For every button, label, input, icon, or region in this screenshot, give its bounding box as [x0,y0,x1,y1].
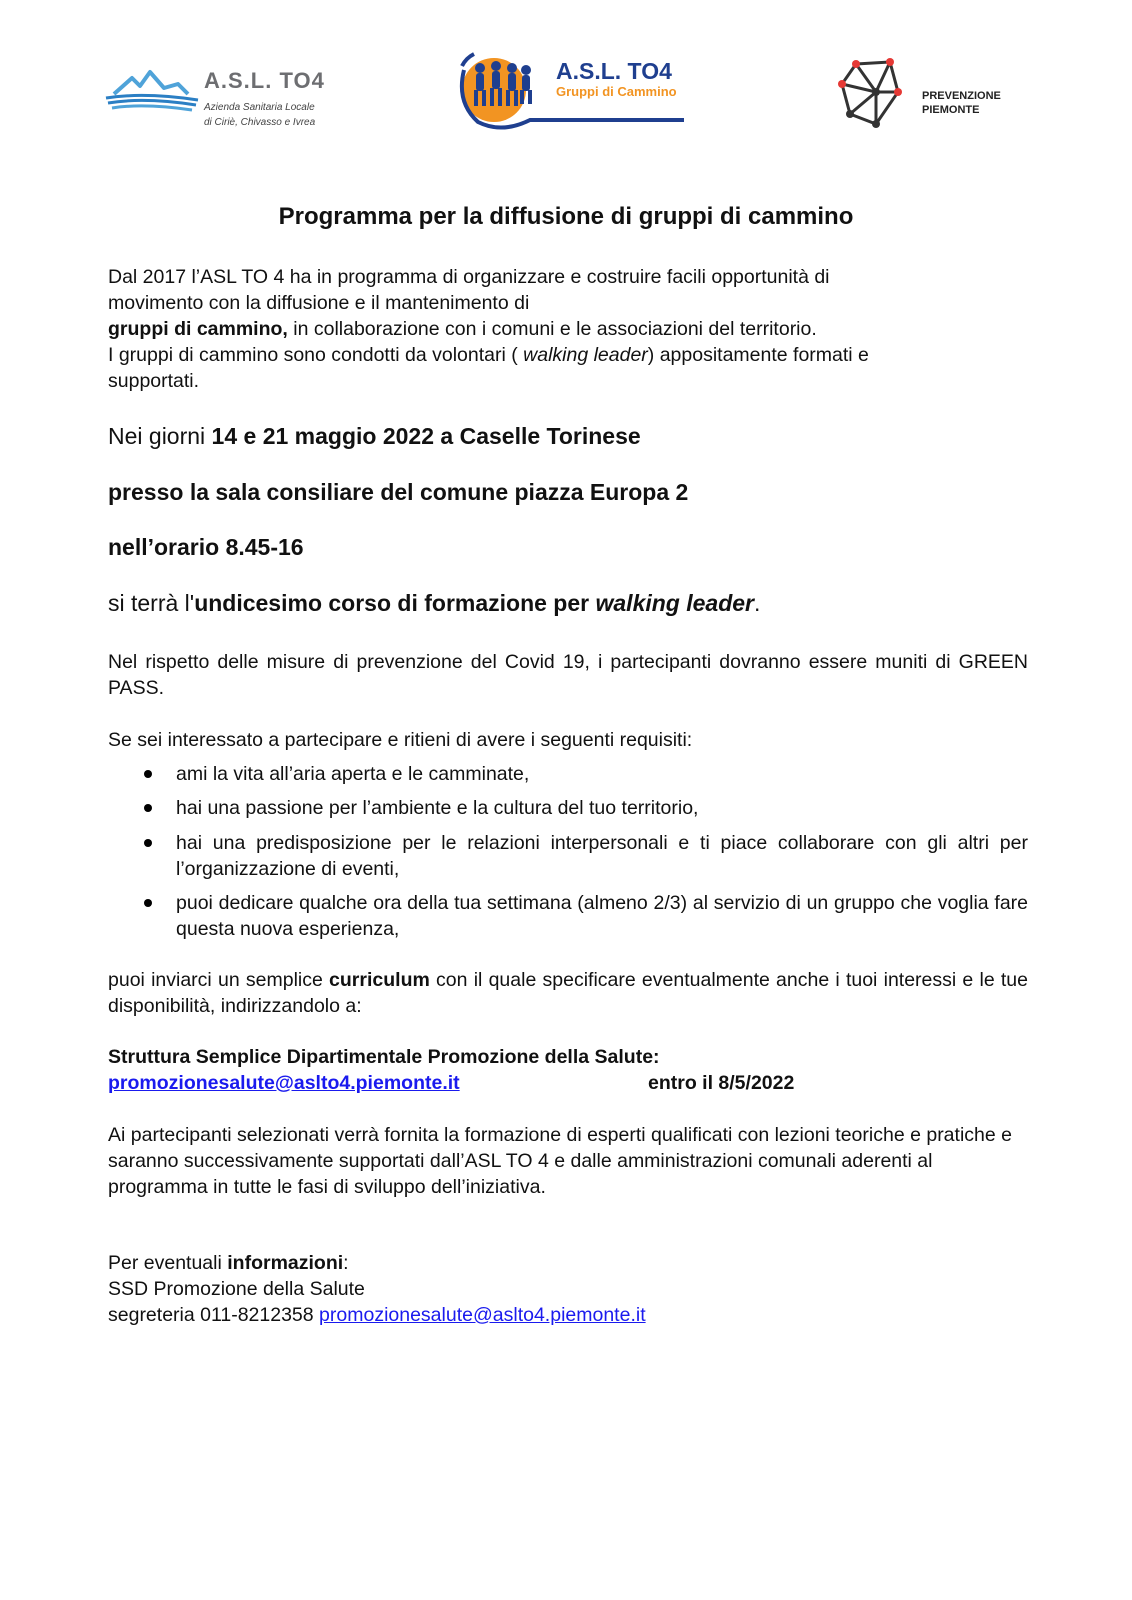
event-place: presso la sala consiliare del comune piazza Europa 2 [108,479,689,505]
struttura-heading: Struttura Semplice Dipartimentale Promozione della Salute: [108,1046,660,1068]
event-course-bold: undicesimo corso di formazione per [194,590,596,616]
intro-line-4 [108,342,1028,368]
intro-line-5: supportati. [108,370,200,392]
requirement-item [148,890,1028,942]
contact-email-line [108,1070,1028,1096]
cv-post: con il quale specificare eventualmente anche i tuoi interessi e le tue disponibilità, indirizzandolo a: [108,969,1028,1017]
asl-logo-name: A.S.L. TO4 [204,68,325,93]
asl-logo-line1: Azienda Sanitaria Locale [204,102,315,113]
gruppi-logo-subtitle: Gruppi di Cammino [556,84,677,99]
cv-bold: curriculum [329,969,430,991]
bullet-icon [144,770,152,778]
requirement-item [148,761,1028,787]
info-ssd: SSD Promozione della Salute [108,1278,365,1300]
curriculum-paragraph [108,967,1028,1019]
asl-to4-logo-mark [104,66,202,116]
info-bold: informazioni [227,1252,344,1274]
intro-line-2: movimento con la diffusione e il mantenimento di [108,292,530,314]
info-phone-line [108,1302,1028,1328]
requirement-item [148,830,1028,882]
requirement-text: hai una predisposizione per le relazioni interpersonali e ti piace collaborare con gli altri per l’organizzazione di eventi, [176,832,1028,880]
intro-line-1: Dal 2017 l’ASL TO 4 ha in programma di organizzare e costruire facili opportunità di [108,266,830,288]
event-dates-pre: Nei giorni [108,423,212,449]
covid-paragraph: Nel rispetto delle misure di prevenzione del Covid 19, i partecipanti dovranno essere muniti di GREEN PASS. [108,651,1028,699]
intro-paragraph [108,264,1028,394]
requirement-item [148,795,1028,821]
intro-italic-walking-leader: walking leader [523,344,648,366]
event-dates [108,423,1028,449]
prevenzione-piemonte-logo-mark [836,58,918,128]
requirement-text: puoi dedicare qualche ora della tua settimana (almeno 2/3) al servizio di un gruppo che voglia fare questa nuova esperienza, [176,892,1028,940]
info-phone: segreteria 011-8212358 [108,1304,320,1326]
intro-line-3 [108,316,1028,342]
gruppi-logo-name: A.S.L. TO4 [556,58,672,84]
bullet-icon [144,839,152,847]
bullet-icon [144,899,152,907]
event-dates-bold: 14 e 21 maggio 2022 a Caselle Torinese [211,423,641,449]
requirements-intro: Se sei interessato a partecipare e ritieni di avere i seguenti requisiti: [108,729,693,751]
training-paragraph: Ai partecipanti selezionati verrà fornita la formazione di esperti qualificati con lezioni teoriche e pratiche e saranno successivamente supportati dall’ASL TO 4 e dalle amministrazioni comunali aderenti al programma in tutte le fasi di sviluppo dell’iniziativa. [108,1124,1012,1198]
event-course-italic: walking leader [595,590,755,616]
intro-line-4-pre: I gruppi di cammino sono condotti da volontari ( [108,344,524,366]
contact-email-link[interactable]: promozionesalute@aslto4.piemonte.it [108,1072,460,1094]
intro-line-3-rest: in collaborazione con i comuni e le associazioni del territorio. [287,318,817,340]
info-heading [108,1250,1028,1276]
intro-bold-gruppi: gruppi di cammino, [108,318,288,340]
event-course-pre: si terrà l' [108,590,195,616]
event-course-end: . [754,590,761,616]
event-course [108,590,1028,616]
info-email-link[interactable]: promozionesalute@aslto4.piemonte.it [319,1304,646,1326]
asl-logo-line2: di Ciriè, Chivasso e Ivrea [204,117,316,128]
bullet-icon [144,804,152,812]
intro-line-4-post: ) appositamente formati e [647,344,869,366]
prevenzione-logo-text [922,89,1001,117]
cv-pre: puoi inviarci un semplice [108,969,330,991]
requirement-text: hai una passione per l’ambiente e la cultura del tuo territorio, [176,797,699,819]
prevenzione-line1: PREVENZIONE [922,90,1001,102]
page-title: Programma per la diffusione di gruppi di cammino [278,203,854,230]
asl-logo-subtitle [204,100,315,130]
prevenzione-line2: PIEMONTE [922,104,980,116]
info-pre: Per eventuali [108,1252,228,1274]
info-block [108,1250,1028,1328]
requirement-text: ami la vita all’aria aperta e le camminate, [176,763,530,785]
event-time: nell’orario 8.45-16 [108,534,304,560]
deadline: entro il 8/5/2022 [648,1072,795,1094]
info-post: : [343,1252,349,1274]
